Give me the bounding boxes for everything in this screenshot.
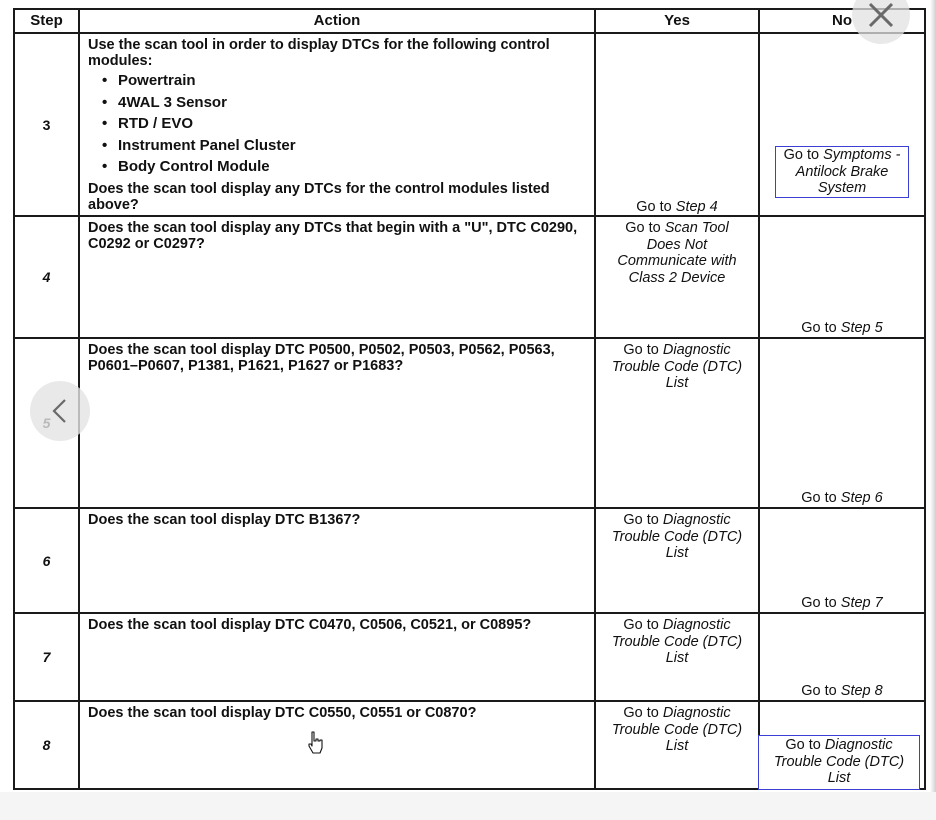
header-yes: Yes (595, 9, 759, 33)
action-cell (79, 33, 595, 216)
viewer-bottom-strip (0, 792, 936, 820)
step-number: 6 (14, 508, 79, 613)
yes-cell (595, 338, 759, 508)
table-row (14, 33, 925, 216)
yes-link[interactable]: Go to Scan Tool Does Not Communicate with Class 2 Device (617, 220, 737, 286)
list-item: • Body Control Module (102, 158, 270, 175)
no-link[interactable]: Go to Step 5 (801, 319, 883, 336)
list-item: • 4WAL 3 Sensor (102, 93, 227, 111)
table-row (14, 701, 925, 789)
step-number: 3 (14, 33, 79, 216)
action-cell (79, 613, 595, 701)
no-cell (759, 508, 925, 613)
yes-link[interactable]: Go to Diagnostic Trouble Code (DTC) List (611, 342, 743, 391)
no-cell (759, 216, 925, 338)
table-header-row (14, 9, 925, 33)
table-row (14, 216, 925, 338)
yes-cell (595, 216, 759, 338)
yes-link[interactable]: Go to Diagnostic Trouble Code (DTC) List (611, 617, 743, 666)
header-action: Action (79, 9, 595, 33)
no-cell (759, 613, 925, 701)
diagnostic-table (13, 8, 926, 790)
yes-cell (595, 33, 759, 216)
action-question: Does the scan tool display DTC B1367? (88, 512, 361, 528)
yes-link[interactable]: Go to Step 4 (636, 198, 718, 215)
action-cell (79, 508, 595, 613)
action-cell (79, 338, 595, 508)
header-no: No (759, 9, 925, 33)
action-question: Does the scan tool display DTC P0500, P0502, P0503, P0562, P0563, P0601–P0607, P1381, P1621, P1627 or P1683? (88, 342, 555, 374)
action-intro: Use the scan tool in order to display DTCs for the following control modules: (88, 37, 550, 69)
table-row (14, 508, 925, 613)
table-row (14, 613, 925, 701)
previous-page-button[interactable] (30, 381, 90, 441)
list-item: • Powertrain (102, 72, 196, 89)
action-question: Does the scan tool display DTC C0550, C0551 or C0870? (88, 705, 477, 721)
action-cell (79, 216, 595, 338)
no-link[interactable]: Go to Step 6 (801, 489, 883, 506)
action-question: Does the scan tool display any DTCs that begin with a "U", DTC C0290, C0292 or C0297? (88, 220, 578, 252)
no-cell (759, 33, 925, 216)
yes-link[interactable]: Go to Diagnostic Trouble Code (DTC) List (611, 512, 743, 561)
module-list (88, 73, 586, 175)
no-link[interactable]: Go to Step 7 (801, 594, 883, 611)
step-number: 7 (14, 613, 79, 701)
no-link-dtc-list[interactable]: Go to Diagnostic Trouble Code (DTC) List (758, 735, 920, 790)
header-step: Step (14, 9, 79, 33)
close-icon (866, 0, 896, 30)
list-item: • RTD / EVO (102, 115, 194, 132)
hand-pointer-icon (306, 730, 326, 756)
yes-cell (595, 613, 759, 701)
no-cell (759, 701, 925, 789)
table-row (14, 338, 925, 508)
action-question: Does the scan tool display DTC C0470, C0506, C0521, or C0895? (88, 617, 532, 633)
no-cell (759, 338, 925, 508)
action-question: Does the scan tool display any DTCs for the control modules listed above? (88, 180, 550, 213)
step-number: 4 (14, 216, 79, 338)
action-cell (79, 701, 595, 789)
viewer-edge (930, 0, 936, 820)
yes-link[interactable]: Go to Diagnostic Trouble Code (DTC) List (611, 705, 743, 754)
step-number: 8 (14, 701, 79, 789)
yes-cell (595, 508, 759, 613)
list-item: • Instrument Panel Cluster (102, 136, 296, 154)
no-link-symptoms[interactable]: Go to Symptoms - Antilock Brake System (775, 146, 909, 198)
yes-cell (595, 701, 759, 789)
no-link[interactable]: Go to Step 8 (801, 682, 883, 699)
chevron-left-icon (49, 398, 71, 424)
